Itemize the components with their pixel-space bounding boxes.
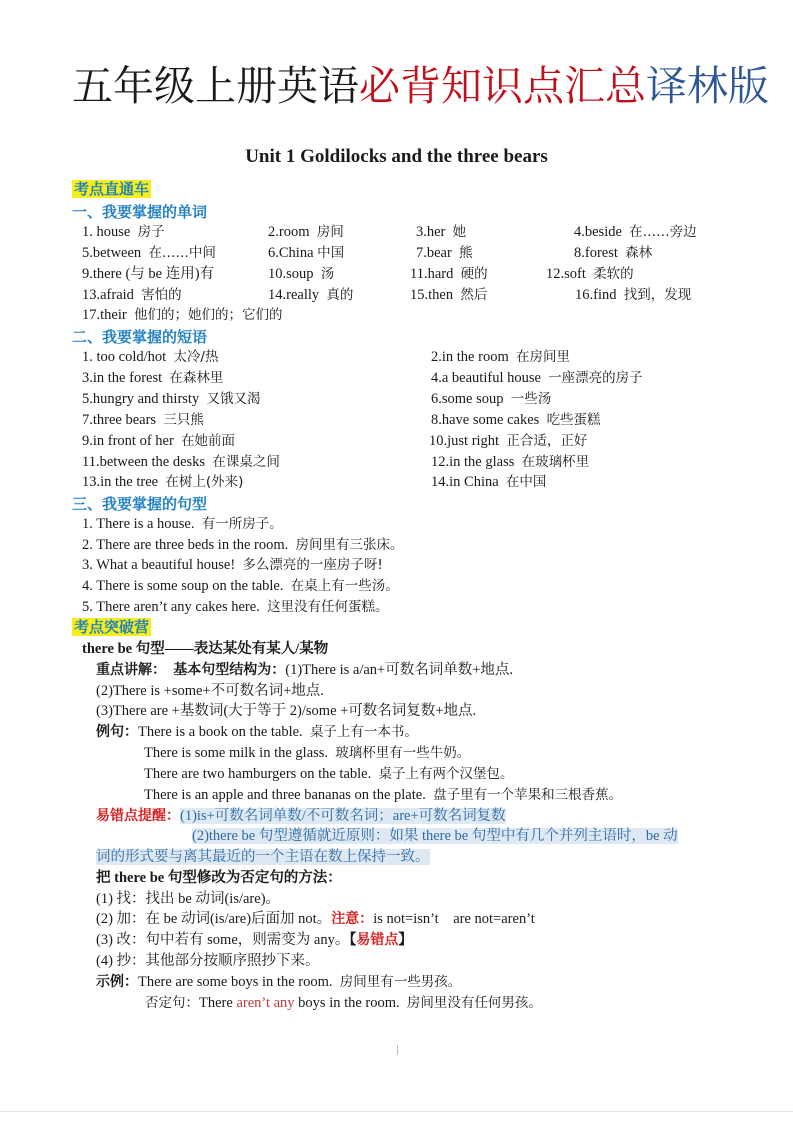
structure-line-2: (2)There is +some+不可数名词+地点. <box>96 683 324 699</box>
sentence-item: 2. There are three beds in the room. 房间里有三张床。 <box>82 537 404 553</box>
phrase-item: 5.hungry and thirsty 又饿又渴 <box>82 391 261 407</box>
title-part-summary: 必背知识点汇总 <box>359 62 646 110</box>
negative-sentence: 否定句：There aren’t any boys in the room. 房间里没有任何男孩。 <box>145 995 542 1011</box>
word-item: 11.hard 硬的 <box>410 266 488 282</box>
demo-sentence: 示例：There are some boys in the room. 房间里有一些男孩。 <box>96 974 462 990</box>
negation-heading: 把 there be 句型修改为否定句的方法： <box>96 870 342 886</box>
word-item: 5.between 在……中间 <box>82 245 216 261</box>
example-sentence: There is an apple and three bananas on the plate. 盘子里有一个苹果和三根香蕉。 <box>144 787 623 803</box>
word-item: 10.soup 汤 <box>268 266 335 282</box>
warning-line-3: 词的形式要与离其最近的一个主语在数上保持一致。 <box>96 849 430 865</box>
unit-title: Unit 1 Goldilocks and the three bears <box>245 146 548 167</box>
word-item: 6.China 中国 <box>268 245 345 261</box>
word-item: 14.really 真的 <box>268 287 354 303</box>
negation-step: (1) 找：找出 be 动词(is/are)。 <box>96 891 281 907</box>
sentences-heading: 三、我要掌握的句型 <box>72 495 208 513</box>
sentence-item: 5. There aren’t any cakes here. 这里没有任何蛋糕。 <box>82 599 389 615</box>
sentence-item: 1. There is a house. 有一所房子。 <box>82 516 283 532</box>
word-item: 13.afraid 害怕的 <box>82 287 182 303</box>
phrases-heading: 二、我要掌握的短语 <box>72 328 208 346</box>
page-number-mark <box>397 1045 398 1055</box>
page-title <box>72 58 769 114</box>
word-item: 4.beside 在……旁边 <box>574 224 697 240</box>
word-item: 8.forest 森林 <box>574 245 653 261</box>
example-sentence: There are two hamburgers on the table. 桌子上有两个汉堡包。 <box>144 766 514 782</box>
words-heading: 一、我要掌握的单词 <box>72 203 208 221</box>
title-part-edition: 译林版 <box>646 62 769 110</box>
topic-heading: there be 句型——表达某处有某人/某物 <box>82 641 329 657</box>
word-item: 12.soft 柔软的 <box>546 266 634 282</box>
phrase-item: 12.in the glass 在玻璃杯里 <box>431 454 590 470</box>
word-item: 1. house 房子 <box>82 224 165 240</box>
phrase-item: 11.between the desks 在课桌之间 <box>82 454 280 470</box>
section-badge-direct: 考点直通车 <box>74 180 150 198</box>
word-item: 3.her 她 <box>416 224 467 240</box>
warning-line-1: 易错点提醒：(1)is+可数名词单数/不可数名词；are+可数名词复数 <box>96 808 506 824</box>
phrase-item: 4.a beautiful house 一座漂亮的房子 <box>431 370 643 386</box>
sentence-item: 4. There is some soup on the table. 在桌上有一些汤。 <box>82 578 399 594</box>
word-item: 17.their 他们的；她们的；它们的 <box>82 307 283 323</box>
phrase-item: 1. too cold/hot 太冷/热 <box>82 349 219 365</box>
phrase-item: 7.three bears 三只熊 <box>82 412 204 428</box>
word-item: 16.find 找到，发现 <box>575 287 692 303</box>
word-item: 7.bear 熊 <box>416 245 473 261</box>
word-item: 15.then 然后 <box>410 287 488 303</box>
section-badge-breakthrough: 考点突破营 <box>74 618 150 636</box>
phrase-item: 3.in the forest 在森林里 <box>82 370 224 386</box>
phrase-item: 8.have some cakes 吃些蛋糕 <box>431 412 601 428</box>
phrase-item: 13.in the tree 在树上(外来) <box>82 474 244 490</box>
phrase-item: 6.some soup 一些汤 <box>431 391 552 407</box>
phrase-item: 2.in the room 在房间里 <box>431 349 570 365</box>
structure-line-1: 重点讲解： 基本句型结构为：(1)There is a/an+可数名词单数+地点. <box>96 662 514 678</box>
negation-step: (3) 改：句中若有 some，则需变为 any。【易错点】 <box>96 932 413 948</box>
example-sentence: There is some milk in the glass. 玻璃杯里有一些牛奶。 <box>144 745 471 761</box>
example-sentence: 例句：There is a book on the table. 桌子上有一本书。 <box>96 724 418 740</box>
structure-line-3: (3)There are +基数词(大于等于 2)/some +可数名词复数+地点. <box>96 703 477 719</box>
negation-step: (2) 加：在 be 动词(is/are)后面加 not。注意：is not=isn’t are not=aren’t <box>96 911 535 927</box>
page-bottom-divider <box>0 1111 793 1112</box>
word-item: 2.room 房间 <box>268 224 344 240</box>
phrase-item: 9.in front of her 在她前面 <box>82 433 236 449</box>
phrase-item: 10.just right 正合适，正好 <box>429 433 588 449</box>
title-part-grade: 五年级上册英语 <box>72 62 359 110</box>
negation-step: (4) 抄：其他部分按顺序照抄下来。 <box>96 953 320 969</box>
sentence-item: 3. What a beautiful house! 多么漂亮的一座房子呀! <box>82 557 383 573</box>
phrase-item: 14.in China 在中国 <box>431 474 547 490</box>
warning-line-2: (2)there be 句型遵循就近原则：如果 there be 句型中有几个并列主语时，be 动 <box>192 828 678 844</box>
word-item: 9.there (与 be 连用)有 <box>82 266 215 282</box>
